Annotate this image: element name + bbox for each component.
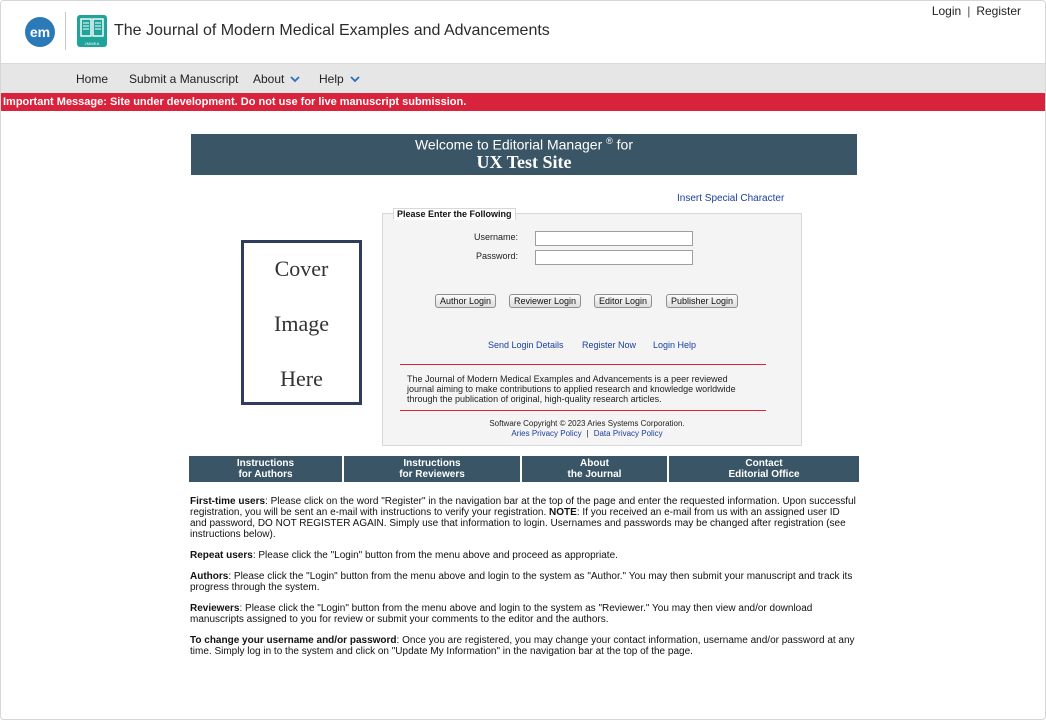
instructions-content: [190, 496, 858, 667]
info-tabs: [189, 456, 859, 482]
nav-help[interactable]: [319, 72, 360, 86]
cover-line: Cover: [274, 256, 329, 281]
tab-line: Instructions: [236, 458, 295, 469]
editor-login-button[interactable]: Editor Login: [594, 294, 652, 308]
instructions-for-authors-tab[interactable]: [189, 456, 342, 482]
paragraph-text: : Please click the "Login" button from the menu above and proceed as appropriate.: [252, 550, 618, 561]
login-link[interactable]: Login: [931, 4, 962, 18]
important-message-banner: Important Message: Site under development. Do not use for live manuscript submission.: [1, 93, 1045, 111]
main-nav: [1, 63, 1045, 93]
tab-line: for Authors: [238, 469, 293, 480]
tab-line: Editorial Office: [728, 469, 800, 480]
auth-links: [932, 4, 1021, 18]
paragraph-text: : Please click the "Login" button from the menu above and login to the system as "Reviewer." You may then view and/or download manuscripts assigned to you for review or submit your comments to the editor and the authors.: [190, 603, 813, 625]
nav-home[interactable]: [76, 72, 108, 86]
send-login-details-link[interactable]: Send Login Details: [488, 340, 564, 350]
register-now-link[interactable]: Register Now: [582, 340, 637, 350]
nav-help-label: Help: [319, 72, 344, 86]
password-label: Password:: [475, 251, 518, 261]
journal-title: The Journal of Modern Medical Examples and Advancements: [114, 22, 550, 39]
journal-logo-text: JMMEA: [84, 41, 100, 46]
cover-image-placeholder: [241, 240, 362, 405]
data-privacy-policy-link[interactable]: Data Privacy Policy: [593, 429, 663, 438]
cover-line: Here: [280, 366, 323, 391]
author-login-button[interactable]: Author Login: [435, 294, 496, 308]
insert-special-character-link[interactable]: Insert Special Character: [677, 193, 785, 204]
journal-book-icon[interactable]: [77, 15, 107, 47]
register-link[interactable]: Register: [976, 4, 1021, 18]
first-time-users-paragraph: [190, 496, 858, 540]
authors-paragraph: [190, 571, 858, 593]
password-input[interactable]: [535, 250, 693, 265]
nav-about[interactable]: [253, 72, 300, 86]
about-the-journal-tab[interactable]: [522, 456, 667, 482]
paragraph-text: : Please click the "Login" button from the menu above and login to the system as "Author." You may then submit your manuscript and track its progress through the system.: [190, 571, 853, 593]
welcome-for: for: [616, 136, 634, 153]
contact-editorial-office-tab[interactable]: [669, 456, 859, 482]
registered-mark: ®: [606, 136, 613, 146]
header-divider: [65, 12, 66, 50]
nav-home-label: Home: [76, 72, 109, 86]
site-header: [1, 1, 1045, 63]
divider: [400, 364, 766, 365]
welcome-text: Welcome to Editorial Manager: [414, 136, 603, 153]
paragraph-heading: Reviewers: [190, 603, 240, 614]
repeat-users-paragraph: [190, 550, 858, 561]
instructions-for-reviewers-tab[interactable]: [344, 456, 520, 482]
welcome-header: [191, 134, 857, 175]
nav-submit-label: Submit a Manuscript: [129, 72, 239, 86]
reviewers-paragraph: [190, 603, 858, 625]
open-book-icon: [80, 18, 104, 38]
paragraph-heading: To change your username and/or password: [190, 635, 397, 646]
tab-line: Instructions: [403, 458, 461, 469]
login-panel-legend: Please Enter the Following: [393, 208, 516, 220]
privacy-links: [383, 429, 791, 438]
nav-about-label: About: [253, 72, 285, 86]
journal-description: The Journal of Modern Medical Examples and Advancements is a peer reviewed journal aiming to make contributions to applied research and knowledge worldwide through the publication of original, high-quality research articles.: [407, 374, 736, 404]
cover-line: Image: [274, 311, 329, 336]
auth-separator: |: [967, 4, 971, 18]
tab-line: Contact: [745, 458, 783, 469]
login-panel: [382, 209, 802, 446]
welcome-line1: [191, 134, 857, 153]
paragraph-heading: Repeat users: [190, 550, 253, 561]
software-copyright: Software Copyright © 2023 Aries Systems Corporation.: [489, 419, 685, 428]
paragraph-text: : Please click on the word "Register" in the navigation bar at the top of the page and enter the requested information. Upon successful registration, you will be sent an e-mail with instructions to verify your registration.: [190, 496, 856, 518]
tab-line: for Reviewers: [399, 469, 465, 480]
paragraph-heading: Authors: [190, 571, 229, 582]
paragraph-text: : Once you are registered, you may change your contact information, username and/or password at any time. Simply log in to the system and click on "Update My Information" in the navigation bar at the top of the page.: [190, 635, 855, 657]
em-logo-text: em: [29, 24, 51, 40]
reviewer-login-button[interactable]: Reviewer Login: [509, 294, 581, 308]
divider: [400, 410, 766, 411]
username-input[interactable]: [535, 231, 693, 246]
publisher-login-button[interactable]: Publisher Login: [666, 294, 738, 308]
change-credentials-paragraph: [190, 635, 858, 657]
username-label: Username:: [473, 232, 518, 242]
site-name: UX Test Site: [476, 151, 572, 172]
privacy-separator: |: [586, 429, 589, 438]
tab-line: the Journal: [567, 469, 622, 480]
tab-line: About: [580, 458, 609, 469]
chevron-down-icon: [290, 76, 300, 83]
aries-privacy-policy-link[interactable]: Aries Privacy Policy: [511, 429, 582, 438]
note-text: : If you received an e-mail from us with an assigned user ID and password, DO NOT REGISTER AGAIN. Simply use that information to login. Usernames and passwords may be changed after registration (see instructions below).: [190, 507, 846, 540]
chevron-down-icon: [350, 76, 360, 83]
nav-submit-manuscript[interactable]: [129, 72, 238, 86]
paragraph-heading: First-time users: [190, 496, 266, 507]
em-logo[interactable]: [25, 17, 55, 47]
note-label: NOTE: [549, 507, 577, 518]
login-help-link[interactable]: Login Help: [653, 340, 697, 350]
